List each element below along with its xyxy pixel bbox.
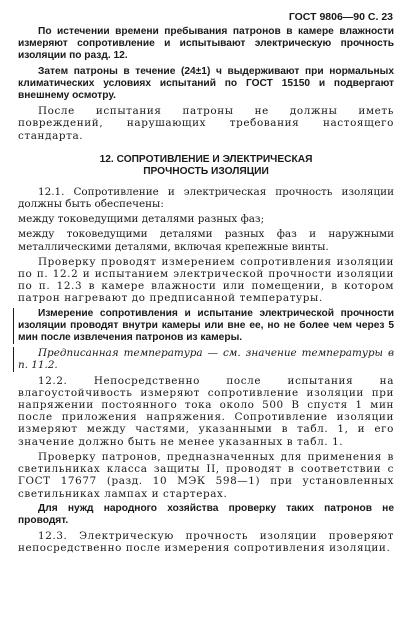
paragraph-national-economy: Для нужд народного хозяйства проверку таких патронов не проводят. — [18, 502, 394, 526]
section-title-line-2: ПРОЧНОСТЬ ИЗОЛЯЦИИ — [143, 165, 269, 177]
paragraph-conditioning: Затем патроны в течение (24±1) ч выдерживают при нормальных климатических условиях испытаний по ГОСТ 15150 и подвергают внешнему осмотру. — [18, 65, 394, 102]
section-heading — [18, 154, 394, 178]
section-title-line-1: 12. СОПРОТИВЛЕНИЕ И ЭЛЕКТРИЧЕСКАЯ — [99, 153, 313, 165]
paragraph-between-phases-metal: между токоведущими деталями разных фаз и наружными металлическими деталями, включая крепежные винты. — [18, 228, 394, 253]
paragraph-12-2: 12.2. Непосредственно после испытания на влагоустойчивость измеряют сопротивление изоляции при напряжении постоянного тока около 500 В спустя 1 мин после приложения напряжения. Сопротивление изоляции измеряют между частями, указанными в табл. 1, и его значение должно быть не менее указанных в табл. 1. — [18, 374, 394, 448]
paragraph-humidity-test: По истечении времени пребывания патронов в камере влажности измеряют сопротивление и испытывают электрическую прочность изоляции по разд. 12. — [18, 26, 394, 62]
paragraph-no-damage: После испытания патроны не должны иметь повреждений, нарушающих требования настоящего стандарта. — [18, 105, 394, 142]
paragraph-prescribed-temperature: Предписанная температура — см. значение температуры в п. 11.2. — [13, 347, 394, 371]
paragraph-12-1: 12.1. Сопротивление и электрическая прочность изоляции должны быть обеспечены: — [18, 185, 394, 211]
paragraph-measurement-timing: Измерение сопротивления и испытание электрической прочности изоляции проводят внутри камеры или вне ее, но не более чем через 5 мин после извлечения патронов из камеры. — [13, 308, 394, 345]
paragraph-between-phases: между токоведущими деталями разных фаз; — [18, 213, 265, 226]
document-body — [18, 26, 394, 558]
paragraph-class-ii: Проверку патронов, предназначенных для применения в светильниках класса защиты II, проводят в соответствии с ГОСТ 17677 (разд. 10 МЭК 598—1) при установленных светильниках лампах и стартерах. — [18, 450, 394, 500]
paragraph-12-3: 12.3. Электрическую прочность изоляции проверяют непосредственно после измерения сопротивления изоляции. — [18, 530, 394, 555]
paragraph-check-method: Проверку проводят измерением сопротивления изоляции по п. 12.2 и испытанием электрической прочности изоляции по п. 12.3 в камере влажности или помещении, в котором патрон нагревают до предписанной температуры. — [18, 255, 394, 305]
page-header: ГОСТ 9806—90 С. 23 — [288, 11, 393, 23]
